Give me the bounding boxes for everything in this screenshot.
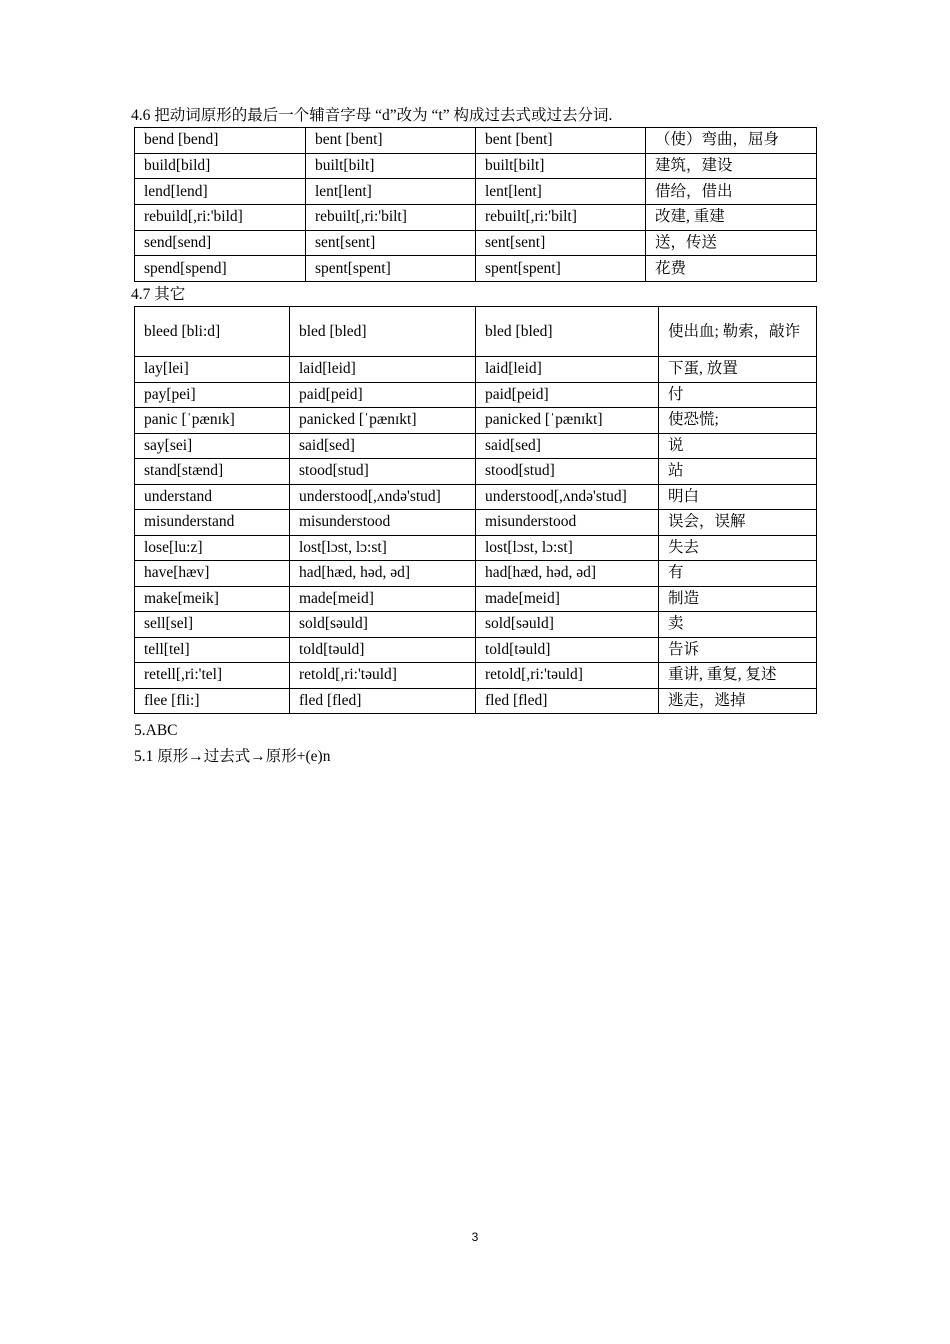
table-row <box>135 179 817 205</box>
past-participle-cell: rebuilt[,ri:'bilt] <box>476 205 646 231</box>
meaning-cell: 有 <box>659 561 817 587</box>
table-row <box>135 510 817 536</box>
base-form-cell: panic [ˈpænɪk] <box>135 408 290 434</box>
verb-table-4-6 <box>134 127 817 282</box>
past-participle-cell: paid[peid] <box>476 382 659 408</box>
meaning-cell: 下蛋, 放置 <box>659 357 817 383</box>
past-tense-cell: retold[,ri:'təuld] <box>290 663 476 689</box>
base-form-cell: make[meik] <box>135 586 290 612</box>
past-tense-cell: bled [bled] <box>290 307 476 357</box>
section-4-6-heading: 4.6 把动词原形的最后一个辅音字母 “d”改为 “t” 构成过去式或过去分词. <box>131 107 613 124</box>
past-participle-cell: misunderstood <box>476 510 659 536</box>
table-row <box>135 408 817 434</box>
past-participle-cell: said[sed] <box>476 433 659 459</box>
past-tense-cell: laid[leid] <box>290 357 476 383</box>
table-row <box>135 307 817 357</box>
table-row <box>135 535 817 561</box>
table-row <box>135 586 817 612</box>
table-row <box>135 382 817 408</box>
section-4-7-heading: 4.7 其它 <box>131 286 186 303</box>
past-tense-cell: paid[peid] <box>290 382 476 408</box>
meaning-cell: 付 <box>659 382 817 408</box>
meaning-cell: 告诉 <box>659 637 817 663</box>
base-form-cell: sell[sel] <box>135 612 290 638</box>
past-tense-cell: sent[sent] <box>306 230 476 256</box>
past-participle-cell: retold[,ri:'təuld] <box>476 663 659 689</box>
meaning-cell: 失去 <box>659 535 817 561</box>
table-row <box>135 230 817 256</box>
table-row <box>135 433 817 459</box>
past-participle-cell: fled [fled] <box>476 688 659 714</box>
base-form-cell: tell[tel] <box>135 637 290 663</box>
past-participle-cell: built[bilt] <box>476 153 646 179</box>
meaning-cell: 改建, 重建 <box>646 205 817 231</box>
table-row <box>135 205 817 231</box>
base-form-cell: bleed [bli:d] <box>135 307 290 357</box>
section-5-heading: 5.ABC <box>134 722 178 739</box>
past-tense-cell: made[meid] <box>290 586 476 612</box>
past-participle-cell: bled [bled] <box>476 307 659 357</box>
past-tense-cell: told[təuld] <box>290 637 476 663</box>
past-tense-cell: said[sed] <box>290 433 476 459</box>
past-tense-cell: panicked [ˈpænɪkt] <box>290 408 476 434</box>
past-tense-cell: lent[lent] <box>306 179 476 205</box>
past-tense-cell: stood[stud] <box>290 459 476 485</box>
base-form-cell: build[bild] <box>135 153 306 179</box>
table-row <box>135 688 817 714</box>
meaning-cell: 站 <box>659 459 817 485</box>
table-row <box>135 637 817 663</box>
past-participle-cell: sent[sent] <box>476 230 646 256</box>
base-form-cell: lose[lu:z] <box>135 535 290 561</box>
base-form-cell: have[hæv] <box>135 561 290 587</box>
past-tense-cell: misunderstood <box>290 510 476 536</box>
table-row <box>135 256 817 282</box>
meaning-cell: 卖 <box>659 612 817 638</box>
past-tense-cell: had[hæd, həd, əd] <box>290 561 476 587</box>
verb-table-4-7 <box>134 306 817 714</box>
meaning-cell: 明白 <box>659 484 817 510</box>
meaning-cell: 使恐慌; <box>659 408 817 434</box>
past-participle-cell: had[hæd, həd, əd] <box>476 561 659 587</box>
meaning-cell: （使）弯曲，屈身 <box>646 128 817 154</box>
meaning-cell: 制造 <box>659 586 817 612</box>
meaning-cell: 使出血; 勒索，敲诈 <box>659 307 817 357</box>
past-tense-cell: rebuilt[,ri:'bilt] <box>306 205 476 231</box>
past-participle-cell: understood[,ʌndə'stud] <box>476 484 659 510</box>
meaning-cell: 误会，误解 <box>659 510 817 536</box>
past-tense-cell: fled [fled] <box>290 688 476 714</box>
past-participle-cell: bent [bent] <box>476 128 646 154</box>
meaning-cell: 花费 <box>646 256 817 282</box>
past-participle-cell: sold[səuld] <box>476 612 659 638</box>
meaning-cell: 送，传送 <box>646 230 817 256</box>
table-row <box>135 612 817 638</box>
base-form-cell: flee [fli:] <box>135 688 290 714</box>
section-5-1-heading: 5.1 原形→过去式→原形+(e)n <box>134 748 331 765</box>
past-tense-cell: spent[spent] <box>306 256 476 282</box>
meaning-cell: 重讲, 重复, 复述 <box>659 663 817 689</box>
page-number: 3 <box>471 1230 479 1244</box>
base-form-cell: bend [bend] <box>135 128 306 154</box>
base-form-cell: lend[lend] <box>135 179 306 205</box>
base-form-cell: pay[pei] <box>135 382 290 408</box>
past-tense-cell: lost[lɔst, lɔ:st] <box>290 535 476 561</box>
base-form-cell: lay[lei] <box>135 357 290 383</box>
table-row <box>135 459 817 485</box>
past-participle-cell: told[təuld] <box>476 637 659 663</box>
past-participle-cell: lost[lɔst, lɔ:st] <box>476 535 659 561</box>
past-tense-cell: bent [bent] <box>306 128 476 154</box>
table-row <box>135 561 817 587</box>
table-row <box>135 663 817 689</box>
table-row <box>135 153 817 179</box>
base-form-cell: rebuild[,ri:'bild] <box>135 205 306 231</box>
base-form-cell: understand <box>135 484 290 510</box>
base-form-cell: stand[stænd] <box>135 459 290 485</box>
meaning-cell: 说 <box>659 433 817 459</box>
past-tense-cell: understood[,ʌndə'stud] <box>290 484 476 510</box>
past-participle-cell: laid[leid] <box>476 357 659 383</box>
past-participle-cell: panicked [ˈpænɪkt] <box>476 408 659 434</box>
past-tense-cell: sold[səuld] <box>290 612 476 638</box>
meaning-cell: 借给，借出 <box>646 179 817 205</box>
past-participle-cell: spent[spent] <box>476 256 646 282</box>
table-row <box>135 128 817 154</box>
meaning-cell: 逃走，逃掉 <box>659 688 817 714</box>
table-row <box>135 357 817 383</box>
meaning-cell: 建筑，建设 <box>646 153 817 179</box>
base-form-cell: say[sei] <box>135 433 290 459</box>
base-form-cell: spend[spend] <box>135 256 306 282</box>
base-form-cell: send[send] <box>135 230 306 256</box>
past-tense-cell: built[bilt] <box>306 153 476 179</box>
base-form-cell: retell[,ri:'tel] <box>135 663 290 689</box>
past-participle-cell: stood[stud] <box>476 459 659 485</box>
past-participle-cell: made[meid] <box>476 586 659 612</box>
table-row <box>135 484 817 510</box>
past-participle-cell: lent[lent] <box>476 179 646 205</box>
base-form-cell: misunderstand <box>135 510 290 536</box>
